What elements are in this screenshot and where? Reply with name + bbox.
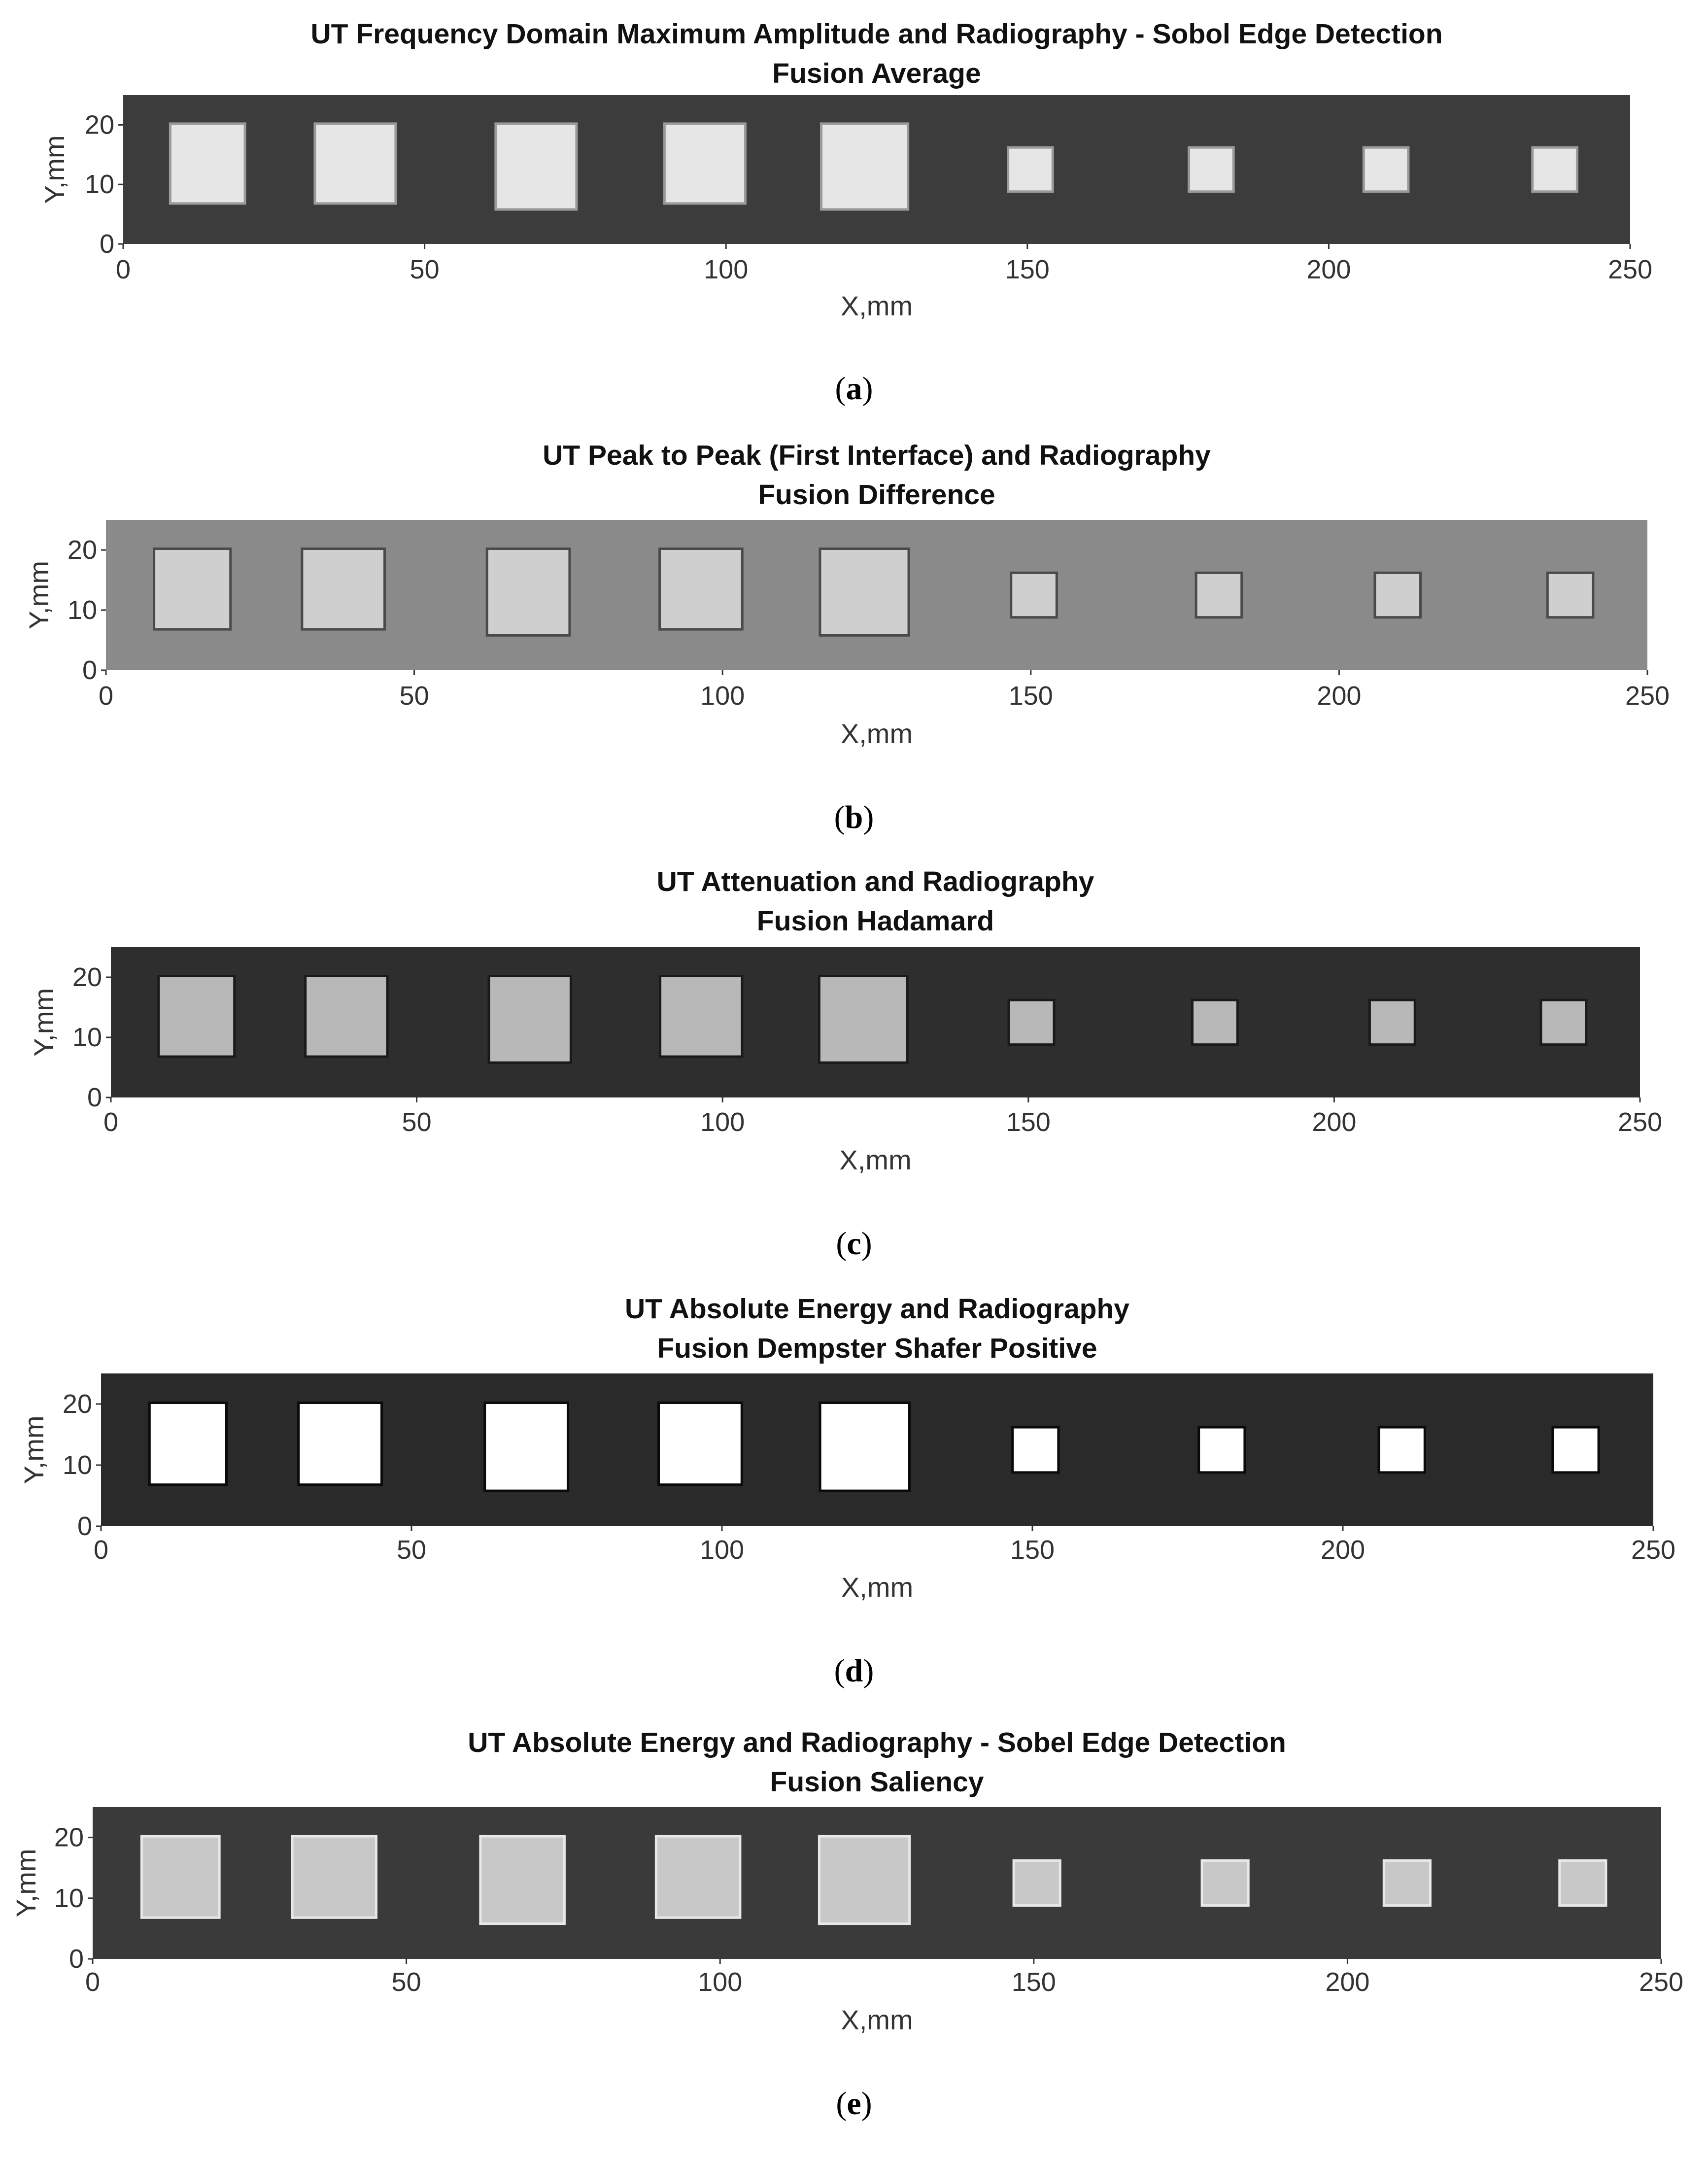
defect-region bbox=[486, 1404, 567, 1490]
panel-title-line1: UT Frequency Domain Maximum Amplitude and Radiography - Sobol Edge Detection bbox=[310, 18, 1443, 50]
panel-title-line2: Fusion Average bbox=[772, 58, 981, 89]
panel-title-line1: UT Absolute Energy and Radiography - Sobel Edge Detection bbox=[468, 1727, 1286, 1758]
defect-region bbox=[661, 977, 741, 1056]
panel-caption: (e) bbox=[836, 2086, 872, 2122]
y-tick-label: 10 bbox=[84, 170, 114, 200]
defect-region bbox=[293, 1838, 375, 1917]
x-axis-label: X,mm bbox=[840, 718, 913, 749]
x-tick-label: 250 bbox=[1639, 1967, 1684, 1997]
defect-region bbox=[160, 977, 233, 1056]
y-axis-label: Y,mm bbox=[10, 1849, 41, 1918]
defect-region bbox=[820, 977, 906, 1062]
panel-caption: (c) bbox=[836, 1226, 872, 1262]
y-tick-label: 20 bbox=[84, 110, 114, 140]
y-tick-label: 0 bbox=[68, 1944, 84, 1974]
x-tick-label: 50 bbox=[396, 1535, 427, 1565]
y-tick-label: 0 bbox=[77, 1511, 92, 1541]
y-axis-label: Y,mm bbox=[39, 135, 70, 204]
panel-title-line2: Fusion Difference bbox=[758, 479, 995, 511]
defect-region bbox=[1010, 1001, 1053, 1043]
x-tick-label: 100 bbox=[704, 255, 749, 284]
defect-region bbox=[1376, 574, 1419, 616]
y-axis-label: Y,mm bbox=[28, 988, 59, 1057]
panel-c bbox=[28, 866, 1662, 1262]
x-tick-label: 250 bbox=[1617, 1107, 1663, 1137]
x-tick-label: 100 bbox=[698, 1967, 743, 1997]
defect-region bbox=[1365, 149, 1407, 191]
x-tick-label: 200 bbox=[1306, 255, 1351, 284]
defect-region bbox=[1371, 1001, 1414, 1043]
panel-d bbox=[18, 1293, 1675, 1689]
panel-title-line1: UT Peak to Peak (First Interface) and Radiography bbox=[543, 440, 1211, 471]
defect-region bbox=[666, 125, 744, 202]
defect-region bbox=[303, 550, 383, 628]
defect-region bbox=[151, 1404, 225, 1483]
defect-region bbox=[822, 125, 907, 208]
panel-title-line1: UT Absolute Energy and Radiography bbox=[625, 1293, 1129, 1325]
defect-region bbox=[1009, 149, 1052, 191]
x-axis-label: X,mm bbox=[840, 290, 913, 321]
y-tick-label: 20 bbox=[72, 962, 102, 992]
defect-region bbox=[488, 550, 569, 634]
defect-region bbox=[143, 1838, 218, 1917]
x-tick-label: 150 bbox=[1011, 1967, 1056, 1997]
x-tick-label: 0 bbox=[98, 681, 114, 711]
defect-region bbox=[1380, 1429, 1424, 1472]
defect-region bbox=[660, 1404, 741, 1483]
x-tick-label: 150 bbox=[1005, 255, 1050, 284]
defect-region bbox=[1012, 574, 1056, 616]
panel-caption: (b) bbox=[834, 799, 874, 835]
x-tick-label: 0 bbox=[93, 1535, 109, 1565]
y-tick-label: 20 bbox=[67, 535, 97, 565]
defect-region bbox=[820, 1838, 908, 1922]
panel-a bbox=[39, 18, 1652, 407]
y-tick-label: 20 bbox=[54, 1822, 84, 1852]
x-tick-label: 250 bbox=[1631, 1535, 1676, 1565]
x-tick-label: 150 bbox=[1010, 1535, 1055, 1565]
defect-region bbox=[316, 125, 394, 202]
y-tick-label: 0 bbox=[99, 229, 114, 259]
panel-title-line2: Fusion Dempster Shafer Positive bbox=[657, 1333, 1097, 1364]
defect-region bbox=[1561, 1862, 1605, 1904]
defect-region bbox=[307, 977, 386, 1056]
defect-region bbox=[497, 125, 575, 208]
x-tick-label: 250 bbox=[1607, 255, 1653, 284]
defect-region bbox=[1200, 1429, 1243, 1472]
defect-region bbox=[1385, 1862, 1429, 1904]
defect-region bbox=[821, 1404, 908, 1490]
x-axis-label: X,mm bbox=[841, 1572, 914, 1603]
defect-region bbox=[1554, 1429, 1597, 1472]
defect-region bbox=[1014, 1429, 1057, 1472]
defect-region bbox=[490, 977, 570, 1062]
y-axis-label: Y,mm bbox=[23, 561, 54, 629]
y-tick-label: 10 bbox=[62, 1450, 92, 1480]
x-tick-label: 0 bbox=[115, 255, 131, 284]
defect-region bbox=[1203, 1862, 1247, 1904]
panel-title-line2: Fusion Saliency bbox=[770, 1766, 984, 1798]
defect-region bbox=[481, 1838, 563, 1922]
y-tick-label: 0 bbox=[82, 655, 97, 685]
defect-region bbox=[1534, 149, 1576, 191]
defect-region bbox=[1015, 1862, 1059, 1904]
x-tick-label: 250 bbox=[1625, 681, 1670, 711]
x-axis-label: X,mm bbox=[839, 1144, 912, 1175]
panel-e bbox=[10, 1727, 1683, 2122]
defect-region bbox=[155, 550, 229, 628]
x-tick-label: 50 bbox=[402, 1107, 432, 1137]
defect-region bbox=[661, 550, 741, 628]
x-tick-label: 200 bbox=[1325, 1967, 1370, 1997]
panel-caption: (d) bbox=[834, 1653, 874, 1689]
y-tick-label: 10 bbox=[54, 1883, 84, 1913]
x-tick-label: 0 bbox=[85, 1967, 101, 1997]
x-tick-label: 200 bbox=[1317, 681, 1362, 711]
x-tick-label: 200 bbox=[1320, 1535, 1366, 1565]
defect-region bbox=[1194, 1001, 1236, 1043]
y-axis-label: Y,mm bbox=[18, 1415, 49, 1484]
x-tick-label: 100 bbox=[699, 1535, 745, 1565]
x-tick-label: 50 bbox=[391, 1967, 421, 1997]
panel-title-line1: UT Attenuation and Radiography bbox=[656, 866, 1094, 897]
panel-caption: (a) bbox=[835, 371, 873, 407]
x-tick-label: 100 bbox=[700, 681, 745, 711]
y-tick-label: 10 bbox=[67, 595, 97, 625]
x-tick-label: 150 bbox=[1008, 681, 1053, 711]
defect-region bbox=[821, 550, 907, 634]
x-tick-label: 0 bbox=[103, 1107, 119, 1137]
y-tick-label: 10 bbox=[72, 1023, 102, 1052]
defect-region bbox=[1549, 574, 1592, 616]
y-tick-label: 0 bbox=[87, 1083, 102, 1112]
defect-region bbox=[1197, 574, 1241, 616]
panel-title-line2: Fusion Hadamard bbox=[756, 905, 994, 937]
x-tick-label: 100 bbox=[700, 1107, 745, 1137]
panel-b bbox=[23, 440, 1670, 835]
x-axis-label: X,mm bbox=[841, 2004, 913, 2035]
defect-region bbox=[1190, 149, 1232, 191]
x-tick-label: 200 bbox=[1312, 1107, 1357, 1137]
defect-region bbox=[171, 125, 244, 202]
defect-region bbox=[1542, 1001, 1585, 1043]
x-tick-label: 50 bbox=[399, 681, 429, 711]
defect-region bbox=[300, 1404, 380, 1483]
defect-region bbox=[657, 1838, 739, 1917]
x-tick-label: 150 bbox=[1006, 1107, 1051, 1137]
y-tick-label: 20 bbox=[62, 1389, 92, 1419]
x-tick-label: 50 bbox=[410, 255, 440, 284]
